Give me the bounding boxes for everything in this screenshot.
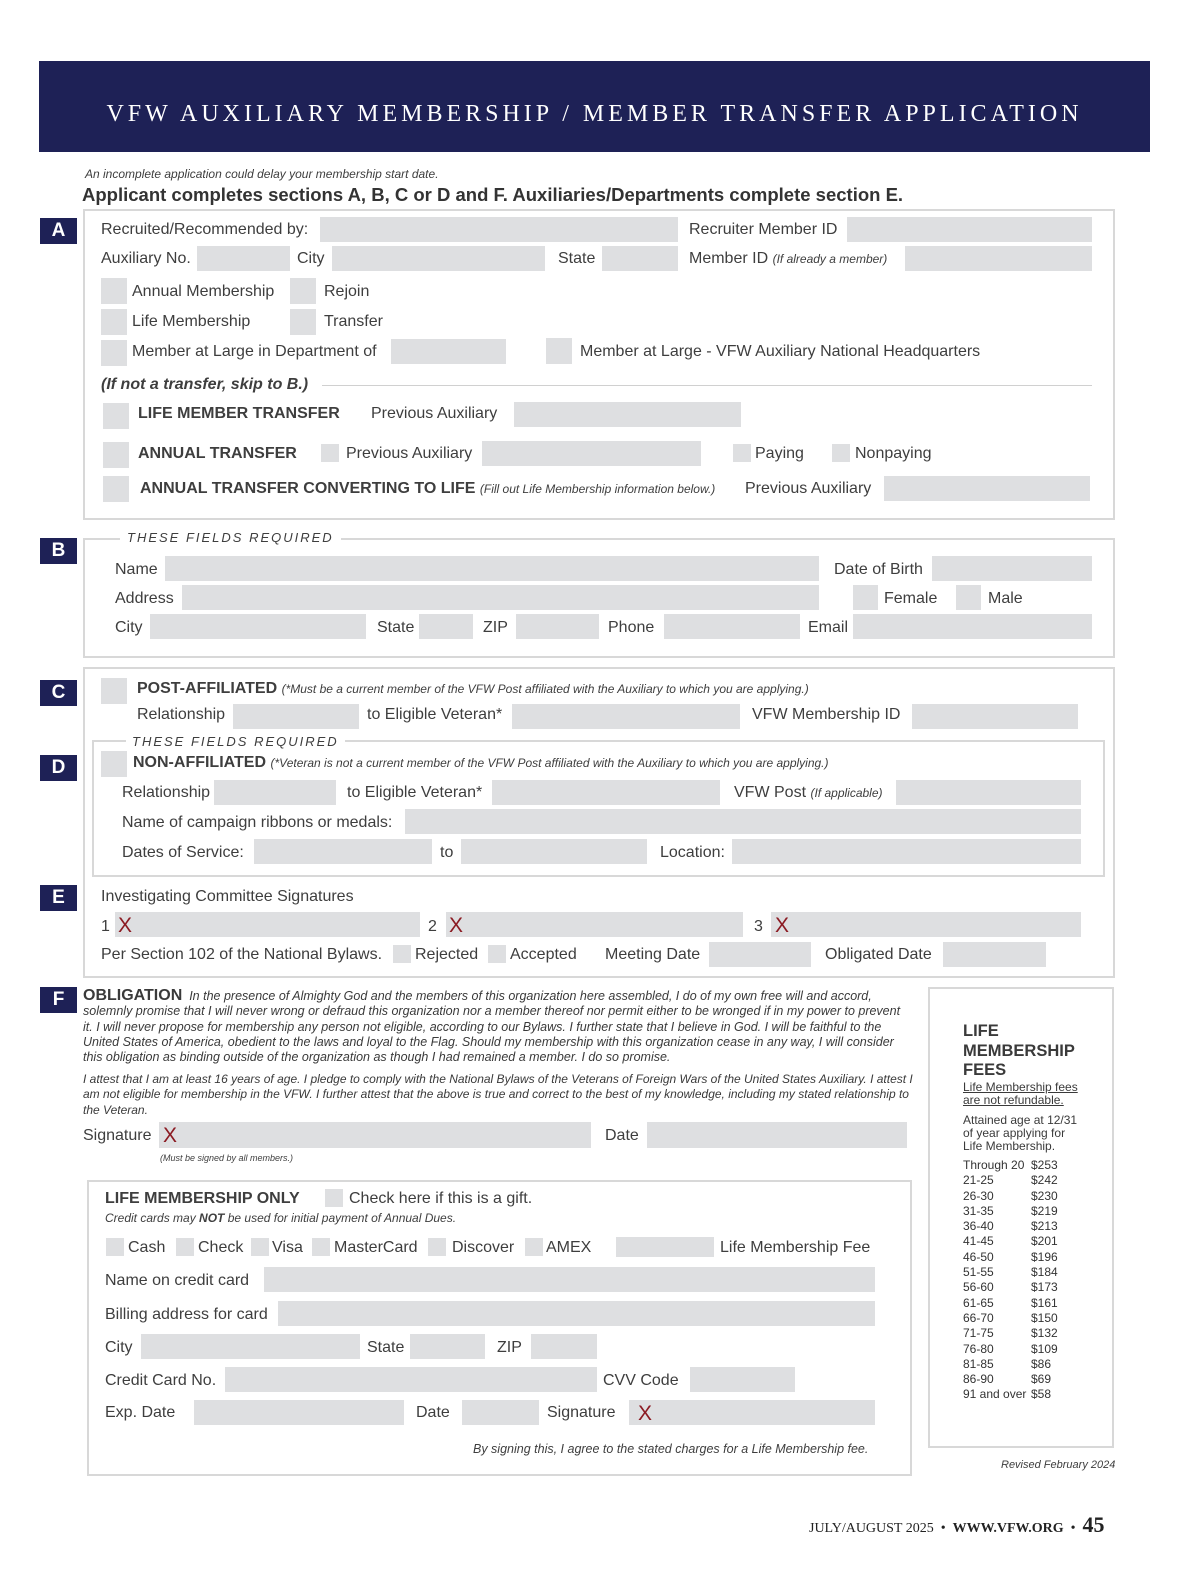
name-on-card-field[interactable]	[264, 1267, 875, 1292]
gift-checkbox[interactable]	[325, 1189, 343, 1207]
life-fee-label: Life Membership Fee	[720, 1239, 871, 1256]
b-phone-field[interactable]	[664, 614, 800, 639]
fee-amount: $132	[1031, 1326, 1058, 1341]
discover-checkbox[interactable]	[428, 1238, 446, 1256]
non-affiliated-note: (*Veteran is not a current member of the VFW Post affiliated with the Auxiliary to which you are applying.)	[270, 756, 829, 770]
a-state-label: State	[558, 250, 596, 267]
fee-age: 71-75	[963, 1326, 994, 1341]
c-relationship-label: Relationship	[137, 706, 226, 723]
male-checkbox[interactable]	[956, 585, 981, 610]
check-checkbox[interactable]	[176, 1238, 194, 1256]
location-field[interactable]	[732, 839, 1081, 864]
post-affiliated-note: (*Must be a current member of the VFW Post affiliated with the Auxiliary to which you are applying.)	[281, 682, 809, 696]
c-relationship-field[interactable]	[233, 704, 359, 729]
location-label: Location:	[660, 844, 725, 861]
member-at-large-hq-label: Member at Large - VFW Auxiliary National Headquarters	[580, 343, 981, 360]
section-d-badge: D	[40, 755, 77, 781]
rejected-label: Rejected	[415, 946, 479, 963]
cash-label: Cash	[128, 1239, 166, 1256]
intro-note: An incomplete application could delay your membership start date.	[85, 167, 439, 181]
lm-state-field[interactable]	[410, 1334, 485, 1359]
b-state-label: State	[377, 619, 415, 636]
auxiliary-no-label: Auxiliary No.	[101, 250, 191, 267]
b-name-label: Name	[115, 561, 158, 578]
fee-amount: $58	[1031, 1387, 1052, 1402]
section-f-badge: F	[40, 987, 77, 1013]
paying-checkbox[interactable]	[733, 444, 751, 462]
obligation-title: OBLIGATION	[83, 987, 183, 1004]
conv-previous-aux-field[interactable]	[884, 476, 1090, 501]
sig-1-number: 1	[101, 918, 110, 935]
fee-amount: $86	[1031, 1356, 1052, 1371]
female-label: Female	[884, 590, 938, 607]
c-to-veteran-label: to Eligible Veteran*	[367, 706, 503, 723]
amex-label: AMEX	[546, 1239, 592, 1256]
dates-service-to-field[interactable]	[461, 839, 647, 864]
vfw-post-label: VFW Post	[734, 784, 807, 801]
recruiter-id-field[interactable]	[847, 217, 1092, 242]
cc-no-field[interactable]	[225, 1367, 597, 1392]
fee-row	[963, 1342, 1058, 1357]
b-email-label: Email	[808, 619, 849, 636]
gift-label: Check here if this is a gift.	[349, 1190, 533, 1207]
section-c-badge: C	[40, 680, 77, 706]
vfw-post-note: (If applicable)	[810, 786, 883, 800]
transfer-label: Transfer	[324, 313, 383, 330]
b-address-field[interactable]	[182, 585, 819, 610]
fee-amount: $109	[1031, 1341, 1058, 1356]
footer-site[interactable]: WWW.VFW.ORG	[952, 1521, 1064, 1536]
fee-row	[963, 1204, 1058, 1219]
member-id-note: (If already a member)	[772, 252, 888, 266]
meeting-date-field[interactable]	[709, 942, 811, 967]
member-at-large-dept-field[interactable]	[391, 339, 506, 364]
lm-city-label: City	[105, 1339, 133, 1356]
footer-page-number: 45	[1082, 1512, 1105, 1537]
b-zip-label: ZIP	[483, 619, 508, 636]
fee-age: 86-90	[963, 1372, 994, 1387]
conv-previous-aux-label: Previous Auxiliary	[745, 480, 872, 497]
b-city-label: City	[115, 619, 143, 636]
dob-label: Date of Birth	[834, 561, 923, 578]
dates-service-from-field[interactable]	[254, 839, 432, 864]
d-to-veteran-field[interactable]	[492, 780, 720, 805]
ribbons-label: Name of campaign ribbons or medals:	[122, 814, 393, 831]
member-signature-x: X	[163, 1124, 178, 1147]
footer-issue: JULY/AUGUST 2025	[809, 1521, 934, 1536]
f-date-field[interactable]	[647, 1122, 907, 1148]
fee-row	[963, 1357, 1058, 1372]
b-state-field[interactable]	[419, 614, 473, 639]
fee-amount: $253	[1031, 1158, 1058, 1172]
fee-age: 56-60	[963, 1280, 994, 1295]
visa-label: Visa	[272, 1239, 303, 1256]
annual-transfer-checkbox[interactable]	[103, 442, 129, 468]
transfer-checkbox[interactable]	[290, 309, 316, 335]
fee-row	[963, 1387, 1058, 1402]
fee-row	[963, 1265, 1058, 1280]
fee-amount: $242	[1031, 1173, 1058, 1188]
fee-age: 66-70	[963, 1310, 994, 1325]
fee-age: 41-45	[963, 1234, 994, 1249]
fee-age: 31-35	[963, 1203, 994, 1218]
billing-label: Billing address for card	[105, 1306, 268, 1323]
fees-title: LIFE MEMBERSHIP FEES	[963, 1022, 1075, 1079]
fee-row	[963, 1173, 1058, 1188]
fee-age: 81-85	[963, 1356, 994, 1371]
investigating-title: Investigating Committee Signatures	[101, 888, 354, 905]
skip-rule	[322, 385, 1092, 386]
cvv-field[interactable]	[690, 1367, 795, 1392]
a-city-label: City	[297, 250, 325, 267]
member-at-large-dept-label: Member at Large in Department of	[132, 343, 377, 360]
committee-signature-2[interactable]	[446, 912, 743, 937]
fee-row	[963, 1372, 1058, 1387]
lm-date-field[interactable]	[462, 1400, 539, 1425]
obligated-date-field[interactable]	[943, 942, 1046, 967]
life-fee-field[interactable]	[616, 1237, 714, 1257]
exp-label: Exp. Date	[105, 1404, 176, 1421]
lm-city-field[interactable]	[141, 1334, 360, 1359]
sig-2-x: X	[449, 914, 464, 937]
agree-note: By signing this, I agree to the stated charges for a Life Membership fee.	[473, 1442, 869, 1456]
committee-signature-3[interactable]	[771, 912, 1081, 937]
lm-zip-label: ZIP	[497, 1339, 522, 1356]
section-e-badge: E	[40, 885, 77, 911]
life-membership-label: Life Membership	[132, 313, 251, 330]
vfw-post-field[interactable]	[896, 780, 1081, 805]
page-title: VFW AUXILIARY MEMBERSHIP / MEMBER TRANSFER APPLICATION	[106, 101, 1083, 127]
fee-row	[963, 1189, 1058, 1204]
annual-membership-checkbox[interactable]	[101, 278, 127, 304]
lm-state-label: State	[367, 1339, 405, 1356]
amex-checkbox[interactable]	[525, 1238, 543, 1256]
male-label: Male	[988, 590, 1023, 607]
b-required-label: THESE FIELDS REQUIRED	[120, 530, 341, 545]
fee-row	[963, 1311, 1058, 1326]
fee-age: 51-55	[963, 1265, 994, 1280]
member-at-large-hq-checkbox[interactable]	[546, 338, 572, 364]
lmt-previous-aux-field[interactable]	[514, 402, 741, 427]
attest-text: I attest that I am at least 16 years of age. I pledge to comply with the National Bylaws of the Veterans of Foreign Wars of the United States Auxiliary. I attest I am not eligible for membership in the VFW. I further attest that the above is true and correct to the best of my knowledge, including my stated relationship to the Veteran.	[83, 1072, 913, 1117]
footer: JULY/AUGUST 2025 • WWW.VFW.ORG • 45	[809, 1512, 1105, 1537]
fee-age: Through 20	[963, 1158, 1025, 1172]
rejected-checkbox[interactable]	[393, 945, 411, 963]
ribbons-field[interactable]	[405, 809, 1081, 834]
cc-note: Credit cards may NOT be used for initial payment of Annual Dues.	[105, 1211, 457, 1225]
fee-row	[963, 1219, 1058, 1234]
cash-checkbox[interactable]	[106, 1238, 124, 1256]
annual-transfer-label: ANNUAL TRANSFER	[138, 445, 297, 462]
revised-note: Revised February 2024	[1001, 1459, 1116, 1471]
fee-age: 61-65	[963, 1295, 994, 1310]
nonpaying-label: Nonpaying	[855, 445, 932, 462]
fee-amount: $196	[1031, 1249, 1058, 1264]
annual-membership-label: Annual Membership	[132, 283, 275, 300]
a-state-field[interactable]	[602, 246, 678, 271]
skip-note: (If not a transfer, skip to B.)	[101, 376, 309, 393]
d-relationship-field[interactable]	[214, 780, 336, 805]
female-checkbox[interactable]	[853, 585, 878, 610]
member-id-field[interactable]	[905, 246, 1092, 271]
fee-age: 76-80	[963, 1341, 994, 1356]
fee-age: 26-30	[963, 1188, 994, 1203]
rejoin-label: Rejoin	[324, 283, 370, 300]
sig-2-number: 2	[428, 918, 437, 935]
obligation-paragraph	[83, 988, 913, 1065]
accepted-label: Accepted	[510, 946, 577, 963]
cvv-label: CVV Code	[603, 1372, 679, 1389]
post-affiliated-label: POST-AFFILIATED	[137, 680, 278, 697]
life-membership-checkbox[interactable]	[101, 309, 127, 335]
fee-age: 46-50	[963, 1249, 994, 1264]
member-at-large-dept-checkbox[interactable]	[101, 340, 127, 366]
fee-age: 36-40	[963, 1219, 994, 1234]
non-affiliated-checkbox[interactable]	[101, 751, 127, 777]
committee-signature-1[interactable]	[115, 912, 420, 937]
auxiliary-no-field[interactable]	[197, 246, 290, 271]
fee-row	[963, 1250, 1058, 1265]
sign-note: (Must be signed by all members.)	[160, 1153, 294, 1163]
dates-to-label: to	[440, 844, 454, 861]
name-on-card-label: Name on credit card	[105, 1272, 250, 1289]
fee-amount: $213	[1031, 1219, 1058, 1234]
fees-age-note: Attained age at 12/31 of year applying for Life Membership.	[963, 1113, 1078, 1153]
b-zip-field[interactable]	[516, 614, 599, 639]
post-affiliated-checkbox[interactable]	[101, 678, 127, 704]
signature-label: Signature	[83, 1127, 152, 1144]
accepted-checkbox[interactable]	[488, 945, 506, 963]
fee-amount: $201	[1031, 1234, 1058, 1249]
lm-signature-label: Signature	[547, 1404, 616, 1421]
fee-row	[963, 1326, 1058, 1341]
fee-row	[963, 1296, 1058, 1311]
recruited-by-label: Recruited/Recommended by:	[101, 221, 309, 238]
recruiter-id-label: Recruiter Member ID	[689, 221, 838, 238]
mastercard-label: MasterCard	[334, 1239, 418, 1256]
meeting-date-label: Meeting Date	[605, 946, 701, 963]
vfw-membership-id-field[interactable]	[912, 704, 1078, 729]
d-relationship-label: Relationship	[122, 784, 211, 801]
at-previous-aux-label: Previous Auxiliary	[346, 445, 473, 462]
paying-label: Paying	[755, 445, 804, 462]
lm-zip-field[interactable]	[531, 1334, 597, 1359]
at-previous-aux-field[interactable]	[482, 441, 701, 466]
f-date-label: Date	[605, 1127, 639, 1144]
vfw-membership-id-label: VFW Membership ID	[752, 706, 901, 723]
visa-checkbox[interactable]	[251, 1238, 269, 1256]
obligation-text: In the presence of Almighty God and the members of this organization here assembled, I do of my own free will and accord, solemnly promise that I will never wrong or defraud this organization nor a member thereof nor permit either to be wronged if in my power to prevent it. I will never propose for membership any person not eligible, according to our Bylaws. I further state that I believe in God. I will be faithful to the United States of America, obedient to the laws and loyal to the Flag. Should my membership with this organization cease in any way, I will consider this obligation as binding outside of the organization as though I had remained a member. I do so promise.	[83, 989, 901, 1065]
lm-signature-x: X	[638, 1402, 653, 1425]
life-member-transfer-label: LIFE MEMBER TRANSFER	[138, 405, 340, 422]
b-address-label: Address	[115, 590, 174, 607]
mastercard-checkbox[interactable]	[312, 1238, 330, 1256]
fees-table	[963, 1158, 1058, 1403]
non-affiliated-label: NON-AFFILIATED	[133, 754, 267, 771]
sig-3-x: X	[775, 914, 790, 937]
sig-3-number: 3	[754, 918, 763, 935]
b-name-field[interactable]	[165, 556, 819, 581]
dates-service-label: Dates of Service:	[122, 844, 244, 861]
annual-converting-label: ANNUAL TRANSFER CONVERTING TO LIFE	[140, 480, 476, 497]
d-to-veteran-label: to Eligible Veteran*	[347, 784, 483, 801]
fee-row	[963, 1280, 1058, 1295]
nonpaying-checkbox[interactable]	[832, 444, 850, 462]
cc-no-label: Credit Card No.	[105, 1372, 217, 1389]
fee-age: 21-25	[963, 1173, 994, 1188]
intro-instructions: Applicant completes sections A, B, C or D and F. Auxiliaries/Departments complete section E.	[82, 184, 904, 205]
a-city-field[interactable]	[332, 246, 545, 271]
fee-amount: $184	[1031, 1265, 1058, 1280]
lm-date-label: Date	[416, 1404, 450, 1421]
at-previous-aux-checkbox[interactable]	[321, 444, 339, 462]
bylaws-label: Per Section 102 of the National Bylaws.	[101, 946, 383, 963]
fee-amount: $69	[1031, 1372, 1052, 1387]
fee-row	[963, 1158, 1058, 1173]
b-phone-label: Phone	[608, 619, 655, 636]
life-member-transfer-checkbox[interactable]	[103, 403, 129, 429]
section-a-badge: A	[40, 218, 77, 244]
check-label: Check	[198, 1239, 244, 1256]
obligated-date-label: Obligated Date	[825, 946, 932, 963]
b-email-field[interactable]	[853, 614, 1092, 639]
sig-1-x: X	[118, 914, 133, 937]
rejoin-checkbox[interactable]	[290, 278, 316, 304]
recruited-by-field[interactable]	[320, 217, 678, 242]
life-only-title: LIFE MEMBERSHIP ONLY	[105, 1190, 300, 1207]
member-signature-field[interactable]	[159, 1122, 591, 1148]
billing-field[interactable]	[278, 1301, 875, 1326]
c-to-veteran-field[interactable]	[512, 704, 740, 729]
fee-amount: $173	[1031, 1280, 1058, 1295]
fee-amount: $230	[1031, 1188, 1058, 1203]
lmt-previous-aux-label: Previous Auxiliary	[371, 405, 498, 422]
fees-nonrefundable: Life Membership fees are not refundable.	[963, 1080, 1078, 1107]
fee-amount: $161	[1031, 1295, 1058, 1310]
member-id-label: Member ID	[689, 250, 769, 267]
fee-age: 91 and over	[963, 1387, 1027, 1402]
dob-field[interactable]	[932, 556, 1092, 581]
section-b-badge: B	[40, 538, 77, 564]
d-required-label: THESE FIELDS REQUIRED	[126, 734, 345, 749]
b-city-field[interactable]	[150, 614, 366, 639]
fee-row	[963, 1234, 1058, 1249]
discover-label: Discover	[452, 1239, 515, 1256]
exp-field[interactable]	[194, 1400, 404, 1425]
fee-amount: $219	[1031, 1203, 1058, 1218]
fee-amount: $150	[1031, 1310, 1058, 1325]
annual-converting-checkbox[interactable]	[103, 476, 129, 502]
lm-signature-field[interactable]	[629, 1400, 875, 1425]
annual-converting-note: (Fill out Life Membership information below.)	[479, 482, 716, 496]
